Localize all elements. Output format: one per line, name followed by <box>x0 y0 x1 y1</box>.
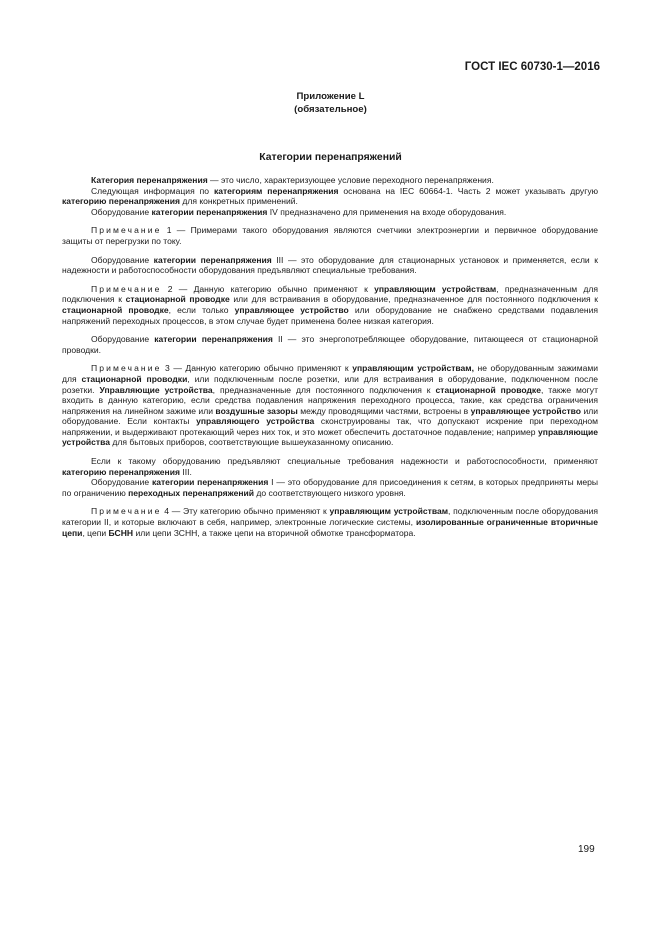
text-run: не оборудованным зажимами для <box>62 363 598 384</box>
text-run: , предназначенные для постоянного подключения к <box>212 384 436 395</box>
text-run: I — это оборудование для присоединения к сетям, в которых предприняты меры по ограничению <box>62 477 598 498</box>
text-run: II — это энергопотребляющее оборудование, питающееся от стационарной проводки. <box>62 334 598 355</box>
term-bold: Категория перенапряжения <box>91 175 208 185</box>
note-label: Примечание <box>91 225 162 236</box>
paragraph <box>62 175 598 186</box>
section-title: Категории перенапряжений <box>259 152 402 163</box>
note-label: Примечание <box>91 283 162 294</box>
text-run: до соответствующего низкого уровня. <box>254 487 406 498</box>
standard-designation: ГОСТ IEC 60730-1—2016 <box>464 61 600 73</box>
text-run: Если к такому оборудованию предъявляют специальные требования надежности и работоспособности, применяют <box>91 456 598 467</box>
text-run: , если только <box>168 304 235 315</box>
term-bold: управляющим устройствам <box>329 506 449 517</box>
term-bold: категории перенапряжения <box>154 334 273 345</box>
text-run: Оборудование <box>91 334 155 345</box>
body-text <box>62 175 598 538</box>
paragraph <box>62 225 598 246</box>
text-run: между проводящими частями, встроены в <box>297 405 471 416</box>
term-bold: управляющее устройство <box>234 304 349 315</box>
text-run: , предназначенным для подключения к <box>62 283 598 305</box>
text-run: основана на IEC 60664-1. Часть 2 может указывать другую <box>338 185 599 196</box>
text-run: Оборудование <box>91 254 154 265</box>
paragraph <box>62 456 598 477</box>
paragraph <box>62 284 598 326</box>
paragraph <box>62 186 598 207</box>
appendix-status: (обязательное) <box>294 104 367 115</box>
term-bold: стационарной проводке <box>62 304 169 315</box>
text-run: 1 — Примерами такого оборудования являются счетчики электроэнергии и первичное оборудование защиты от перегрузки по току. <box>62 225 598 246</box>
term-bold: стационарной проводке <box>125 294 230 305</box>
page-number: 199 <box>578 844 595 855</box>
text-run: Следующая информация по <box>91 185 214 196</box>
term-bold: стационарной проводки <box>81 373 188 384</box>
text-run: III — это оборудование для стационарных установок и применяется, если к надежности и работоспособности оборудования предъявляют специальные требования. <box>62 254 598 276</box>
text-run: III. <box>179 466 192 477</box>
text-run: , также могут входить в данную категорию, если средства подавления напряжения переходного процесса, такие, как средства ограничения напряжения на линейном зажиме или <box>62 384 598 416</box>
note-label: Примечание <box>91 506 162 517</box>
term-bold: воздушные зазоры <box>215 405 298 416</box>
text-run: сконструированы так, что допускают искрение при переходном напряжении, и выдерживают протекающий через них ток, и это может обеспечить достаточное подавление; например <box>62 416 598 437</box>
paragraph <box>62 506 598 538</box>
term-bold: управляющее устройство <box>470 405 581 416</box>
text-run: или цепи ЗСНН, а также цепи на вторичной обмотке трансформатора. <box>133 527 416 538</box>
term-bold: управляющим устройствам, <box>352 363 474 374</box>
term-bold: управляющего устройства <box>196 416 315 427</box>
term-bold: категорию перенапряжения <box>62 466 180 477</box>
text-run: или оборудование. Если контакты <box>62 405 598 427</box>
text-run: или для встраивания в оборудование, предназначенное для постоянного подключения к <box>229 294 598 305</box>
text-run: 4 — Эту категорию обычно применяют к <box>161 506 330 517</box>
text-run: IV предназначено для применения на входе оборудования. <box>267 206 507 217</box>
text-run: Оборудование <box>91 206 152 217</box>
term-bold: Управляющие устройства <box>99 384 213 395</box>
term-bold: категорию перенапряжения <box>62 196 180 207</box>
paragraph <box>62 207 598 218</box>
paragraph <box>62 255 598 276</box>
text-run: , подключенным после оборудования категории II, и которые включают в себя, например, электронные логические системы, <box>62 506 598 528</box>
paragraph <box>62 334 598 355</box>
term-bold: категории перенапряжения <box>151 206 268 217</box>
term-bold: переходных перенапряжений <box>128 487 254 498</box>
text-run: 3 — Данную категорию обычно применяют к <box>161 363 353 374</box>
term-bold: категориям перенапряжения <box>213 185 339 196</box>
paragraph <box>62 363 598 448</box>
appendix-title: Приложение L <box>296 91 365 102</box>
term-bold: управляющим устройствам <box>374 283 497 294</box>
text-run: — это число, характеризующее условие переходного перенапряжения. <box>207 175 494 185</box>
text-run: 2 — Данную категорию обычно применяют к <box>161 283 375 294</box>
term-bold: стационарной проводке <box>435 384 541 395</box>
text-run: , цепи <box>82 527 109 538</box>
term-bold: изолированные ограниченные вторичные цепи <box>62 517 598 538</box>
term-bold: категории перенапряжения <box>151 477 269 488</box>
paragraph <box>62 477 598 498</box>
term-bold: категории перенапряжения <box>153 254 272 265</box>
text-run: Оборудование <box>91 477 152 488</box>
text-run: или оборудование не снабжено средствами подавления напряжений переходных процессов, в этом случае будет применена более низкая категория. <box>62 304 598 326</box>
note-label: Примечание <box>91 363 162 374</box>
term-bold: управляющие устройства <box>62 426 598 448</box>
text-run: , или подключенным после розетки, или для встраивания в оборудование, подключенном после розетки. <box>62 373 598 395</box>
text-run: для бытовых приборов, соответствующие вышеуказанному описанию. <box>110 437 394 448</box>
text-run: для конкретных применений. <box>179 196 298 207</box>
term-bold: БСНН <box>108 527 134 538</box>
